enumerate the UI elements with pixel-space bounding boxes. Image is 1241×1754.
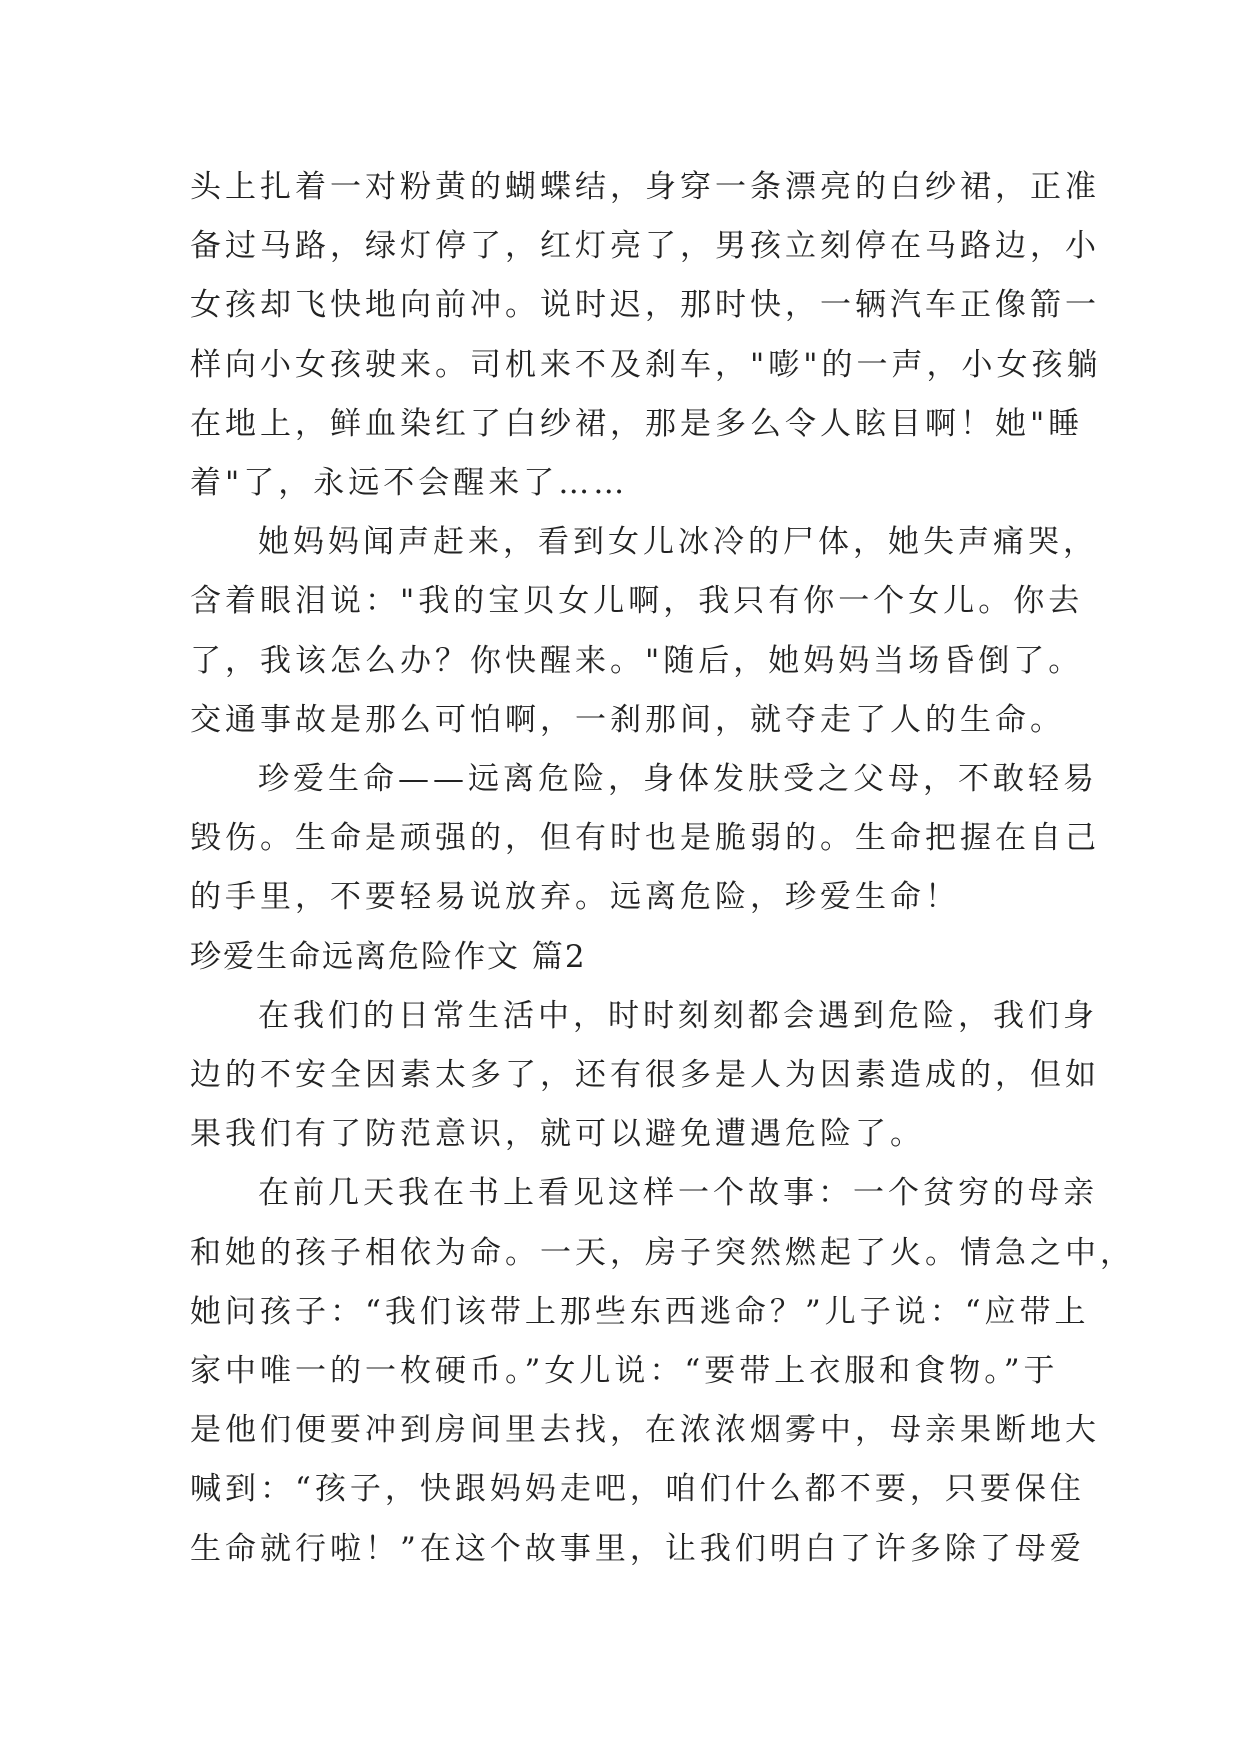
text-line: 是他们便要冲到房间里去找，在浓浓烟雾中，母亲果断地大 [190, 1412, 1100, 1449]
text-line: 着"了，永远不会醒来了…… [190, 465, 629, 502]
text-line: 家中唯一的一枚硬币。”女儿说：“要带上衣服和食物。”于 [190, 1353, 1059, 1390]
text-line: 毁伤。生命是顽强的，但有时也是脆弱的。生命把握在自己 [190, 820, 1100, 857]
text-line: 喊到：“孩子，快跟妈妈走吧，咱们什么都不要，只要保住 [190, 1471, 1085, 1508]
paragraph-start-line: 她妈妈闻声赶来，看到女儿冰冷的尸体，她失声痛哭， [258, 524, 1098, 561]
text-line: 了，我该怎么办？你快醒来。"随后，她妈妈当场昏倒了。 [190, 642, 1084, 679]
paragraph-start-line: 在我们的日常生活中，时时刻刻都会遇到危险，我们身 [258, 997, 1098, 1034]
section-heading: 珍爱生命远离危险作文 篇2 [190, 938, 587, 975]
paragraph-start-line: 在前几天我在书上看见这样一个故事：一个贫穷的母亲 [258, 1175, 1098, 1212]
text-line: 样向小女孩驶来。司机来不及刹车，"嘭"的一声，小女孩躺 [190, 346, 1102, 383]
text-line: 边的不安全因素太多了，还有很多是人为因素造成的，但如 [190, 1057, 1100, 1094]
text-line: 的手里，不要轻易说放弃。远离危险，珍爱生命！ [190, 879, 960, 916]
text-line: 在地上，鲜血染红了白纱裙，那是多么令人眩目啊！她"睡 [190, 405, 1084, 442]
text-line: 果我们有了防范意识，就可以避免遭遇危险了。 [190, 1116, 925, 1153]
paragraph-start-line: 珍爱生命——远离危险，身体发肤受之父母，不敢轻易 [258, 761, 1098, 798]
text-line: 生命就行啦！”在这个故事里，让我们明白了许多除了母爱 [190, 1530, 1085, 1567]
text-line: 和她的孩子相依为命。一天，房子突然燃起了火。情急之中， [190, 1234, 1135, 1271]
text-line: 她问孩子：“我们该带上那些东西逃命？”儿子说：“应带上 [190, 1293, 1090, 1330]
text-line: 交通事故是那么可怕啊，一刹那间，就夺走了人的生命。 [190, 701, 1065, 738]
text-line: 头上扎着一对粉黄的蝴蝶结，身穿一条漂亮的白纱裙，正准 [190, 169, 1100, 205]
text-line: 含着眼泪说："我的宝贝女儿啊，我只有你一个女儿。你去 [190, 583, 1084, 620]
text-line: 备过马路，绿灯停了，红灯亮了，男孩立刻停在马路边，小 [190, 228, 1100, 265]
text-line: 女孩却飞快地向前冲。说时迟，那时快，一辆汽车正像箭一 [190, 287, 1100, 324]
document-body [190, 158, 1135, 1579]
